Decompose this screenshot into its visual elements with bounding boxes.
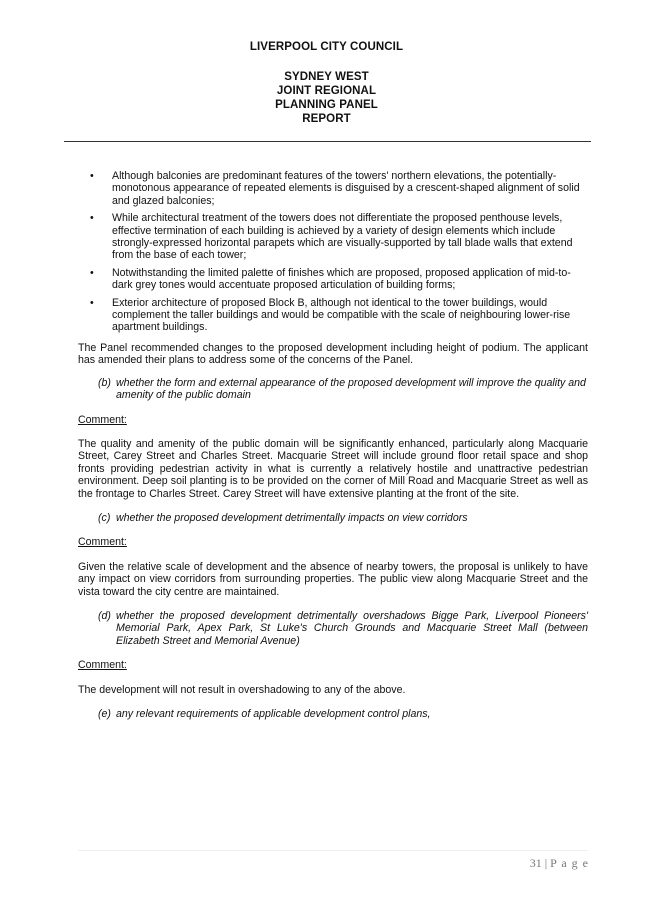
bullet-item (78, 170, 588, 207)
comment-b-text: The quality and amenity of the public domain will be significantly enhanced, particularly along Macquarie Street, Carey Street and Charles Street. Macquarie Street will include ground floor retail space and shop fronts providing pedestrian activity in what is currently a relatively hostile and unattractive pedestrian environment. Deep soil planting is to be provided on the corner of Mill Road and Macquarie Street as well as the frontage to Charles Street. Carey Street will have extensive planting at the front of the site. (78, 437, 588, 500)
criterion-d-label: (d) (98, 609, 111, 622)
criterion-b-label: (b) (98, 376, 111, 389)
criterion-e-text: any relevant requirements of applicable development control plans, (116, 708, 431, 720)
bullet-text: Notwithstanding the limited palette of finishes which are proposed, proposed application of mid-to-dark grey tones would accentuate proposed articulation of building forms; (112, 266, 571, 292)
bullet-dot-icon: • (90, 266, 94, 279)
bullet-text: While architectural treatment of the towers does not differentiate the proposed penthouse levels, effective termination of each building is achieved by a variety of design elements which include strongly-expressed horizontal parapets which are visually-supported by tall blade walls that extend from the base of each tower; (112, 212, 573, 262)
bullet-item (78, 297, 588, 334)
criterion-b-text: whether the form and external appearance of the proposed development will improve the quality and amenity of the public domain (116, 376, 586, 402)
criterion-c (78, 512, 588, 524)
panel-title-line-3: PLANNING PANEL (275, 99, 378, 111)
criterion-e-label: (e) (98, 708, 111, 720)
criterion-d (78, 610, 588, 647)
design-bullet-list (78, 170, 588, 334)
bullet-item (78, 212, 588, 262)
panel-recommendation-paragraph: The Panel recommended changes to the proposed development including height of podium. The applicant has amended their plans to address some of the concerns of the Panel. (78, 341, 588, 367)
comment-d-text: The development will not result in overshadowing to any of the above. (78, 683, 406, 696)
bullet-text: Exterior architecture of proposed Block B, although not identical to the tower buildings, would complement the taller buildings and would be compatible with the scale of neighbouring lower-rise apartment buildings. (112, 296, 571, 334)
comment-c-text: Given the relative scale of development and the absence of nearby towers, the proposal is unlikely to have any impact on view corridors from surrounding properties. The public view along Macquarie Street and the vista toward the city centre are maintained. (78, 560, 588, 598)
criterion-e (78, 708, 588, 720)
criterion-b (78, 377, 588, 402)
bullet-text: Although balconies are predominant features of the towers' northern elevations, the potentially-monotonous appearance of repeated elements is disguised by a crescent-shaped alignment of solid and glazed balconies; (112, 170, 580, 207)
footer-separator: | (544, 856, 548, 870)
panel-title-line-4: REPORT (302, 113, 351, 125)
page-number: 31 (529, 856, 542, 870)
comment-heading-c: Comment: (78, 536, 127, 549)
bullet-dot-icon: • (90, 170, 94, 182)
bullet-dot-icon: • (90, 212, 94, 225)
report-body (78, 170, 588, 720)
page-word: P a g e (550, 856, 589, 870)
comment-heading-b: Comment: (78, 413, 127, 426)
panel-title (0, 70, 653, 126)
footer-divider (78, 850, 588, 851)
council-name: LIVERPOOL CITY COUNCIL (249, 41, 404, 53)
panel-title-line-1: SYDNEY WEST (284, 71, 369, 83)
criterion-d-text: whether the proposed development detrimentally overshadows Bigge Park, Liverpool Pioneers' Memorial Park, Apex Park, St Luke's Church Grounds and Macquarie Street Mall (between Elizabeth Street and Memorial Avenue) (116, 609, 588, 647)
comment-heading-d: Comment: (78, 659, 127, 672)
criterion-c-text: whether the proposed development detrimentally impacts on view corridors (116, 511, 468, 524)
criterion-c-label: (c) (98, 511, 111, 524)
bullet-item (78, 267, 588, 292)
bullet-dot-icon: • (90, 296, 94, 309)
panel-title-line-2: JOINT REGIONAL (276, 85, 377, 97)
header-divider (64, 141, 591, 142)
page-footer (530, 856, 589, 871)
